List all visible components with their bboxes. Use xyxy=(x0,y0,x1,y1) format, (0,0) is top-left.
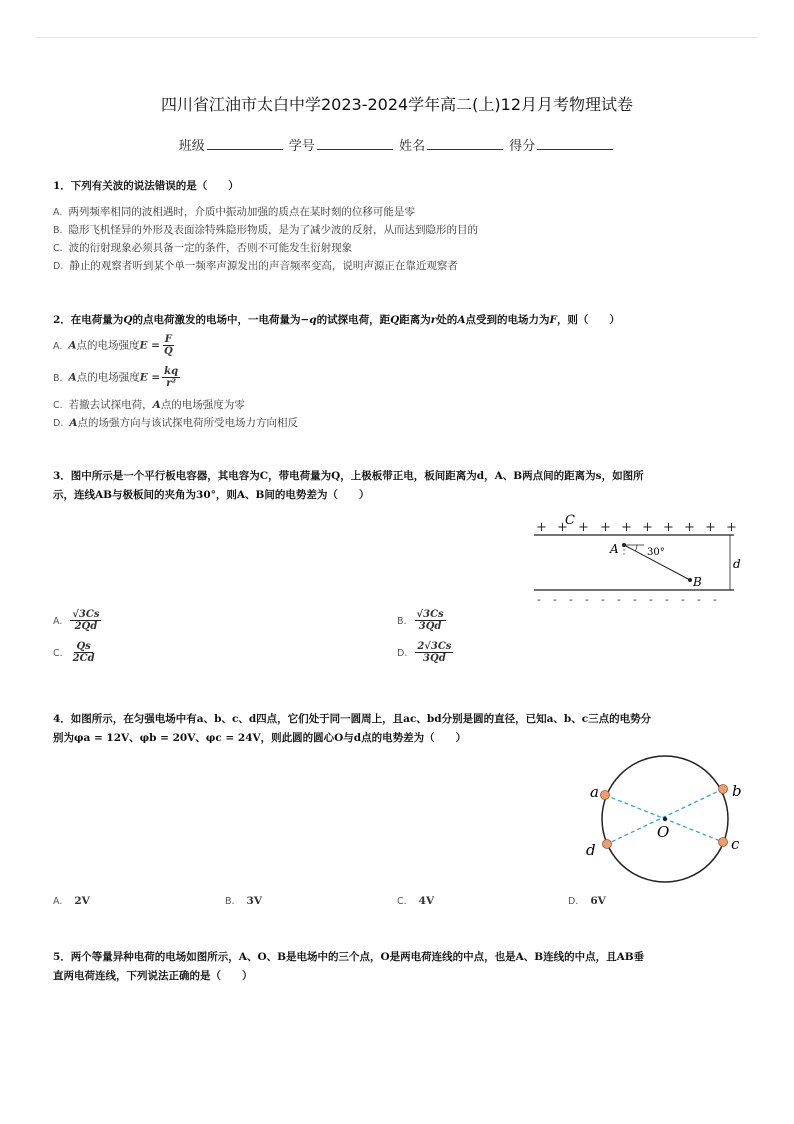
math-symbol: A xyxy=(69,417,78,429)
name-blank[interactable] xyxy=(427,137,503,150)
plus-sign: + xyxy=(536,520,547,535)
q4-option-d[interactable] xyxy=(568,895,606,907)
student-info-line xyxy=(0,135,794,154)
plus-sign: + xyxy=(578,520,589,535)
question-3-stem-line-2: 示，连线AB与极板间的夹角为30°，则A、B间的电势差为（ ） xyxy=(53,489,370,501)
stem-text: 点受到的电场力为 xyxy=(465,314,550,326)
point-c xyxy=(719,838,728,847)
fraction xyxy=(162,334,175,357)
minus-sign: - xyxy=(537,593,541,606)
option-label: B. xyxy=(397,615,407,627)
option-text: 若撤去试探电荷， xyxy=(68,399,153,411)
fraction xyxy=(415,609,446,632)
option-label: C. xyxy=(53,400,63,411)
option-text: 隐形飞机怪异的外形及表面涂特殊隐形物质，是为了减少波的反射，从而达到隐形的目的 xyxy=(68,224,479,236)
circle-figure xyxy=(580,752,750,892)
option-label: D. xyxy=(53,418,64,429)
point-a xyxy=(622,543,626,547)
name-label: 姓名 xyxy=(399,139,426,154)
option-text: 6V xyxy=(590,895,606,907)
option-label: C. xyxy=(53,647,63,659)
option-text: 波的衍射现象必须具备一定的条件，否则不可能发生衍射现象 xyxy=(68,242,353,254)
option-label: A. xyxy=(53,896,63,907)
math-symbol: A xyxy=(152,399,161,411)
option-label: D. xyxy=(568,896,579,907)
math-symbol: E = xyxy=(139,339,160,352)
question-5-stem-line-1: 5．两个等量异种电荷的电场如图所示，A、O、B是电场中的三个点，O是两电荷连线的中点，也是A、B连线的中点，且AB垂 xyxy=(53,951,645,963)
option-label: C. xyxy=(53,243,63,254)
plus-sign: + xyxy=(600,520,611,535)
question-2-stem xyxy=(53,311,741,330)
question-3-stem-line-1: 3．图中所示是一个平行板电容器，其电容为C，带电荷量为Q，上极板带正电，板间距离为d，A、B两点间的距离为s，如图所 xyxy=(53,470,644,482)
option-text: 静止的观察者听到某个单一频率声源发出的声音频率变高，说明声源正在靠近观察者 xyxy=(69,260,458,272)
plus-sign: + xyxy=(726,520,737,535)
minus-sign: - xyxy=(601,593,605,606)
math-symbol: Q xyxy=(123,314,133,326)
point-d xyxy=(603,840,612,849)
label-b: b xyxy=(732,782,742,800)
option-label: C. xyxy=(397,896,407,907)
math-symbol: A xyxy=(68,339,77,352)
fraction xyxy=(70,609,101,632)
fraction-numerator: F xyxy=(164,334,172,345)
question-4-stem-line-1: 4．如图所示，在匀强电场中有a、b、c、d四点，它们处于同一圆周上，且ac、bd分别是圆的直径，已知a、b、c三点的电势分 xyxy=(53,713,652,725)
fraction-numerator: Qs xyxy=(76,641,91,652)
math-symbol: A xyxy=(457,314,466,326)
stem-text: 的试探电荷，距 xyxy=(316,314,391,326)
stem-text: 处的 xyxy=(436,314,458,326)
option-label: D. xyxy=(397,647,408,659)
label-d: d xyxy=(733,557,741,571)
label-b: B xyxy=(693,575,702,589)
fraction xyxy=(162,366,180,389)
math-symbol: E = xyxy=(139,371,161,384)
q4-option-c[interactable] xyxy=(397,895,434,907)
q3-option-a[interactable] xyxy=(53,609,103,632)
label-d: d xyxy=(586,841,596,859)
fraction-denominator: r² xyxy=(166,378,176,389)
option-label: B. xyxy=(225,896,235,907)
fraction-denominator: 2Qd xyxy=(74,621,98,632)
math-symbol: Q xyxy=(390,314,400,326)
minus-sign: - xyxy=(649,593,653,606)
option-label: B. xyxy=(53,225,63,236)
minus-sign: - xyxy=(697,593,701,606)
option-label: D. xyxy=(53,261,64,272)
option-label: A. xyxy=(53,615,63,627)
option-text: 两列频率相同的波相遇时，介质中振动加强的质点在某时刻的位移可能是零 xyxy=(68,206,415,218)
question-5-stem-line-2: 直两电荷连线，下列说法正确的是（ ） xyxy=(53,970,253,982)
math-symbol: F xyxy=(549,314,557,326)
label-a: A xyxy=(610,542,619,556)
option-label: A. xyxy=(53,340,63,352)
option-label: A. xyxy=(53,207,63,218)
number-blank[interactable] xyxy=(317,137,393,150)
minus-sign: - xyxy=(681,593,685,606)
minus-sign: - xyxy=(569,593,573,606)
label-c: c xyxy=(731,835,740,853)
stem-text: ，则（ ） xyxy=(556,314,620,326)
minus-sign: - xyxy=(665,593,669,606)
option-text: 4V xyxy=(418,895,435,907)
math-symbol: r xyxy=(430,314,437,326)
q1-option-c[interactable] xyxy=(53,239,352,258)
option-text: 点的电场强度 xyxy=(76,339,140,352)
q1-option-d[interactable] xyxy=(53,257,458,276)
q2-option-c[interactable] xyxy=(53,396,245,415)
q4-option-a[interactable] xyxy=(53,895,90,907)
minus-sign: - xyxy=(617,593,621,606)
option-label: B. xyxy=(53,372,63,384)
page-title: 四川省江油市太白中学2023-2024学年高二(上)12月月考物理试卷 xyxy=(160,95,634,114)
q4-option-b[interactable] xyxy=(225,895,262,907)
fraction-numerator: kq xyxy=(164,366,179,377)
option-text: 点的电场强度 xyxy=(76,371,140,384)
option-text: 3V xyxy=(246,895,262,907)
center-point xyxy=(663,817,667,821)
q1-option-a[interactable] xyxy=(53,203,415,222)
point-b xyxy=(688,578,692,582)
option-text: 点的电场强度为零 xyxy=(160,399,245,411)
fraction xyxy=(415,641,453,664)
math-symbol: A xyxy=(68,371,77,384)
header-rule xyxy=(36,37,758,38)
fraction-denominator: 3Qd xyxy=(418,621,442,632)
class-label: 班级 xyxy=(178,139,205,154)
class-blank[interactable] xyxy=(207,137,283,150)
fraction-denominator: 2Cd xyxy=(72,653,95,664)
point-a xyxy=(601,791,610,800)
q2-option-a[interactable] xyxy=(53,334,177,357)
plus-sign: + xyxy=(642,520,653,535)
option-text: 2V xyxy=(74,895,90,907)
negative-plate-charges xyxy=(537,593,717,606)
fraction-numerator: √3Cs xyxy=(416,609,444,620)
plus-sign: + xyxy=(684,520,695,535)
minus-sign: - xyxy=(553,593,557,606)
q2-option-d[interactable] xyxy=(53,414,298,433)
math-symbol: −q xyxy=(300,314,317,326)
capacitance-label: C xyxy=(565,513,575,528)
q1-option-b[interactable] xyxy=(53,221,478,240)
q3-option-c[interactable] xyxy=(53,641,99,664)
fraction-denominator: Q xyxy=(163,346,173,357)
angle-label: 30° xyxy=(647,547,665,558)
minus-sign: - xyxy=(633,593,637,606)
question-4-stem-line-2: 别为φa = 12V、φb = 20V、φc = 24V，则此圆的圆心O与d点的电势差为（ ） xyxy=(53,732,467,744)
plus-sign: + xyxy=(663,520,674,535)
minus-sign: - xyxy=(713,593,717,606)
q2-option-b[interactable] xyxy=(53,366,182,389)
stem-text: 的点电荷激发的电场中，一电荷量为 xyxy=(132,314,301,326)
q3-option-b[interactable] xyxy=(397,609,448,632)
score-blank[interactable] xyxy=(537,137,613,150)
question-1-stem: 1．下列有关波的说法错误的是（ ） xyxy=(53,180,239,192)
point-b xyxy=(719,785,728,794)
label-o: O xyxy=(657,823,670,841)
score-label: 得分 xyxy=(509,139,536,154)
fraction-denominator: 3Qd xyxy=(423,653,446,664)
angle-arc xyxy=(636,545,638,551)
stem-text: 距离为 xyxy=(399,314,431,326)
fraction-numerator: 2√3Cs xyxy=(417,641,452,652)
capacitor-figure xyxy=(520,510,750,610)
label-a: a xyxy=(590,783,599,801)
fraction-numerator: √3Cs xyxy=(72,609,100,620)
plus-sign: + xyxy=(621,520,632,535)
plus-sign: + xyxy=(557,520,568,535)
stem-text: 2．在电荷量为 xyxy=(53,314,124,326)
q3-option-d[interactable] xyxy=(397,641,455,664)
plus-sign: + xyxy=(705,520,716,535)
minus-sign: - xyxy=(585,593,589,606)
fraction xyxy=(71,641,97,664)
number-label: 学号 xyxy=(288,139,315,154)
option-text: 点的场强方向与该试探电荷所受电场力方向相反 xyxy=(77,417,298,429)
